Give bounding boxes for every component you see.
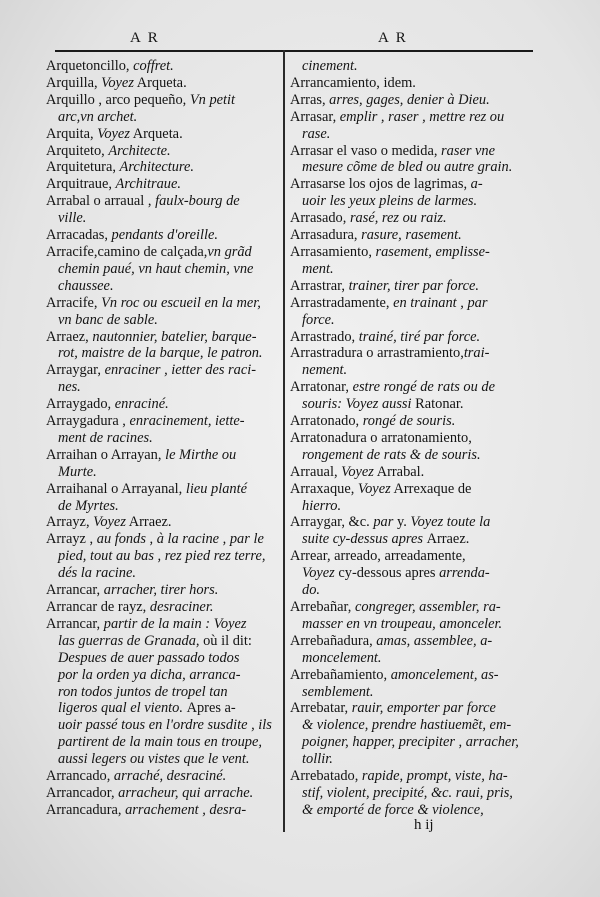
french-gloss: ron todos juntos de tropel tan [58, 683, 228, 700]
french-gloss: en trainant , par [393, 294, 488, 311]
spanish-headword: Arraihanal o Arrayanal, [46, 480, 186, 497]
entry-line [46, 278, 274, 295]
french-gloss: amas, assemblee, a- [376, 632, 493, 649]
entry-line [46, 464, 274, 481]
spanish-headword: cy-dessous apres [334, 565, 440, 582]
running-head-left: A R [130, 30, 160, 46]
spanish-headword: Arrebañadura, [290, 632, 377, 649]
entry-line [290, 143, 522, 160]
french-gloss: rasement, emplisse- [375, 243, 490, 260]
entry-line [46, 176, 274, 193]
signature-mark: h ij [414, 817, 434, 833]
entry-line [290, 261, 522, 278]
entry-line [290, 379, 522, 396]
spanish-headword: Arraygadura , [46, 413, 130, 430]
french-gloss: las guerras de Granada, [58, 632, 204, 649]
spanish-headword: Arraxaque, [290, 480, 358, 497]
spanish-headword: Arqueta. [133, 74, 187, 91]
french-gloss: nement. [302, 362, 348, 379]
french-gloss: suite cy-dessus apres [302, 531, 427, 548]
spanish-headword: Arracife,camino de calçada, [46, 243, 208, 260]
entry-line [290, 295, 522, 312]
spanish-headword: Arquitraue, [46, 176, 116, 193]
french-gloss: pendants d'oreille. [111, 227, 218, 244]
entry-line [290, 278, 522, 295]
spanish-headword: Arquita, [46, 125, 98, 142]
spanish-headword: Arraez. [426, 531, 470, 548]
spanish-headword: Arrastradamente, [290, 294, 394, 311]
spanish-headword: Arrasado, [290, 210, 350, 227]
french-gloss: nes. [58, 379, 81, 396]
entry-line [290, 75, 522, 92]
spanish-headword: Arrebatado, [290, 768, 362, 785]
entry-line [290, 244, 522, 261]
french-gloss: chemin paué, vn haut chemin, vne [58, 260, 254, 277]
french-gloss: mesure cõme de bled ou autre grain. [302, 159, 513, 176]
spanish-headword: Arrasamiento, [290, 243, 376, 260]
french-gloss: & violence, prendre hastiuemẽt, em- [302, 717, 512, 734]
entry-line [46, 193, 274, 210]
french-gloss: arraché, desraciné. [113, 768, 227, 785]
entry-line [290, 785, 522, 802]
entry-line [290, 430, 522, 447]
french-gloss: tollir. [302, 751, 333, 768]
entry-line [290, 667, 522, 684]
spanish-headword: Arrebañamiento, [290, 666, 391, 683]
entry-line [290, 58, 522, 75]
french-gloss: a- [470, 176, 483, 193]
spanish-headword: Arrasadura, [290, 227, 362, 244]
entry-line [46, 244, 274, 261]
spanish-headword: Arrasar, [290, 108, 340, 125]
french-gloss: pied, tout au bas , rez pied rez terre, [58, 548, 266, 565]
spanish-headword: Arrastrado, [290, 328, 359, 345]
entry-line [290, 633, 522, 650]
entry-line [290, 92, 522, 109]
entry-line [46, 650, 274, 667]
french-gloss: poigner, happer, precipiter , arracher, [302, 734, 519, 751]
spanish-headword: Arraez, [46, 328, 93, 345]
entry-line [46, 447, 274, 464]
french-gloss: stif, violent, precipité, &c. raui, pris, [302, 784, 513, 801]
french-gloss: estre rongé de rats ou de [352, 379, 495, 396]
french-gloss: Vn roc ou escueil en la mer, [101, 294, 261, 311]
entry-line [46, 717, 274, 734]
french-gloss: amoncelement, as- [390, 666, 499, 683]
entry-line [290, 734, 522, 751]
entry-line [46, 565, 274, 582]
french-gloss: arres, gages, denier à Dieu. [329, 91, 490, 108]
entry-line [46, 362, 274, 379]
spanish-headword: Apres a- [186, 700, 236, 717]
entry-line [46, 498, 274, 515]
spanish-headword: Arrabal. [373, 463, 425, 480]
french-gloss: Voyez [97, 125, 130, 142]
french-gloss: arracheur, qui arrache. [118, 784, 254, 801]
spanish-headword: Arrancamiento, idem. [290, 74, 416, 91]
header-rule [55, 50, 533, 52]
french-gloss: raser vne [441, 142, 495, 159]
french-gloss: rasure, rasement. [361, 227, 462, 244]
french-gloss: rauir, emporter par force [351, 700, 496, 717]
entry-line [46, 329, 274, 346]
entry-line [290, 109, 522, 126]
spanish-headword: Arrasar el vaso o medida, [290, 142, 442, 159]
entry-line [46, 126, 274, 143]
entry-line [46, 514, 274, 531]
entry-line [46, 700, 274, 717]
entry-line [46, 684, 274, 701]
entry-line [290, 684, 522, 701]
entry-line [46, 751, 274, 768]
entry-line [290, 362, 522, 379]
entry-line [46, 430, 274, 447]
spanish-headword: où il dit: [203, 632, 252, 649]
spanish-headword: Arquitetura, [46, 159, 120, 176]
spanish-headword: Arraual, [290, 463, 342, 480]
french-gloss: semblement. [302, 683, 374, 700]
french-gloss: do. [302, 582, 320, 599]
french-gloss: & emporté de force & violence, [302, 801, 484, 818]
french-gloss: faulx-bourg de [155, 193, 240, 210]
french-gloss: emplir , raser , mettre rez ou [339, 108, 505, 125]
spanish-headword: Arrastrar, [290, 277, 349, 294]
spanish-headword: Arrancar, [46, 615, 104, 632]
spanish-headword: Arrancar, [46, 582, 104, 599]
entry-line [46, 548, 274, 565]
french-gloss: Voyez [93, 514, 126, 531]
french-gloss: rase. [302, 125, 331, 142]
running-head-right: A R [378, 30, 408, 46]
french-gloss: moncelement. [302, 649, 382, 666]
french-gloss: dés la racine. [58, 565, 136, 582]
entry-line [46, 109, 274, 126]
french-gloss: desraciner. [149, 599, 214, 615]
spanish-headword: Arrebañar, [290, 599, 355, 615]
french-gloss: rapide, prompt, viste, ha- [361, 768, 508, 785]
french-gloss: Architecte. [108, 142, 171, 159]
entry-line [46, 379, 274, 396]
entry-line [46, 785, 274, 802]
entry-line [46, 345, 274, 362]
french-gloss: hierro. [302, 497, 342, 514]
spanish-headword: Arraygar, [46, 362, 105, 379]
spanish-headword: Ratonar. [415, 396, 464, 413]
entry-line [290, 312, 522, 329]
spanish-headword: Arratonado, [290, 413, 363, 430]
entry-line [290, 751, 522, 768]
spanish-headword: Arquilla, [46, 74, 102, 91]
entry-line [290, 768, 522, 785]
entry-line [290, 210, 522, 227]
entry-line [46, 75, 274, 92]
left-column [46, 58, 274, 819]
spanish-headword: Arrexaque de [390, 480, 472, 497]
spanish-headword: Arrayz, [46, 514, 94, 531]
entry-line [46, 210, 274, 227]
french-gloss: ment de racines. [58, 429, 153, 446]
french-gloss: uoir les yeux pleins de larmes. [302, 193, 478, 210]
entry-line [290, 531, 522, 548]
entry-line [46, 92, 274, 109]
entry-line [290, 193, 522, 210]
spanish-headword: Arrastradura o arrastramiento, [290, 345, 464, 362]
french-gloss: masser en vn troupeau, amonceler. [302, 615, 503, 632]
entry-line [46, 159, 274, 176]
french-gloss: vn grãd [207, 243, 252, 260]
french-gloss: vn banc de sable. [58, 311, 158, 328]
entry-line [290, 498, 522, 515]
spanish-headword: Arras, [290, 91, 330, 108]
french-gloss: chaussee. [58, 277, 114, 294]
french-gloss: uoir passé tous en l'ordre susdite , ils [58, 717, 272, 734]
spanish-headword: Arquiteto, [46, 142, 109, 159]
spanish-headword: Arracadas, [46, 227, 112, 244]
french-gloss: arracher, tirer hors. [103, 582, 219, 599]
entry-line [46, 768, 274, 785]
entry-line [290, 717, 522, 734]
french-gloss: rot, maistre de la barque, le patron. [58, 345, 263, 362]
spanish-headword: Arrancadura, [46, 801, 126, 818]
entry-line [290, 582, 522, 599]
entry-line [290, 802, 522, 819]
french-gloss: Architecture. [119, 159, 194, 176]
french-gloss: Voyez [357, 480, 391, 497]
french-gloss: cinement. [302, 58, 358, 74]
french-gloss: nautonnier, batelier, barque- [92, 328, 257, 345]
entry-line [46, 58, 274, 75]
column-divider [283, 50, 285, 832]
entry-line [46, 227, 274, 244]
french-gloss: Murte. [58, 463, 97, 480]
entry-line [290, 159, 522, 176]
entry-line [290, 329, 522, 346]
entry-line [290, 650, 522, 667]
spanish-headword: Arraygar, &c. [290, 514, 374, 531]
french-gloss: Despues de auer passado todos [58, 649, 240, 666]
entry-line [46, 802, 274, 819]
french-gloss: partir de la main : Voyez [103, 615, 247, 632]
spanish-headword: Arquetoncillo, [46, 58, 134, 74]
entry-line [46, 734, 274, 751]
entry-line [290, 565, 522, 582]
entry-line [46, 143, 274, 160]
french-gloss: arrachement , desra- [125, 801, 247, 818]
french-gloss: rongé de souris. [362, 413, 456, 430]
entry-line [290, 345, 522, 362]
french-gloss: Voyez [341, 463, 374, 480]
right-column [290, 58, 522, 819]
entry-line [46, 261, 274, 278]
entry-line [46, 667, 274, 684]
french-gloss: ment. [302, 260, 334, 277]
entry-line [290, 700, 522, 717]
entry-line [290, 548, 522, 565]
french-gloss: enraciné. [114, 396, 169, 413]
entry-line [290, 464, 522, 481]
spanish-headword: Arrear, arreado, arreadamente, [290, 548, 466, 565]
french-gloss: Voyez [302, 565, 335, 582]
entry-line [290, 413, 522, 430]
french-gloss: partirent de la main tous en troupe, [58, 734, 262, 751]
spanish-headword: Arrasarse los ojos de lagrimas, [290, 176, 471, 193]
spanish-headword: Arraygado, [46, 396, 115, 413]
french-gloss: trainer, tirer par force. [348, 277, 480, 294]
spanish-headword: Arratonadura o arratonamiento, [290, 429, 472, 446]
french-gloss: arrenda- [439, 565, 490, 582]
french-gloss: Vn petit [189, 91, 236, 108]
entry-line [290, 514, 522, 531]
french-gloss: au fonds , à la racine , par le [96, 531, 264, 548]
entry-line [290, 176, 522, 193]
spanish-headword: Arrancador, [46, 784, 119, 801]
spanish-headword: Arqueta. [129, 125, 183, 142]
french-gloss: ville. [58, 210, 87, 227]
spanish-headword: y. [393, 514, 411, 531]
french-gloss: por la orden ya dicha, arranca- [58, 666, 241, 683]
french-gloss: lieu planté [185, 480, 248, 497]
french-gloss: Voyez toute la [410, 514, 491, 531]
french-gloss: rasé, rez ou raiz. [349, 210, 447, 227]
entry-line [46, 633, 274, 650]
french-gloss: rongement de rats & de souris. [302, 446, 481, 463]
entry-line [46, 481, 274, 498]
french-gloss: trai- [463, 345, 490, 362]
entry-line [290, 481, 522, 498]
french-gloss: Architraue. [115, 176, 181, 193]
entry-line [290, 126, 522, 143]
spanish-headword: Arracife, [46, 294, 102, 311]
spanish-headword: Arrancado, [46, 768, 114, 785]
french-gloss: Voyez [101, 74, 134, 91]
entry-line [46, 295, 274, 312]
entry-line [46, 312, 274, 329]
entry-line [46, 616, 274, 633]
french-gloss: souris: Voyez aussi [302, 396, 416, 413]
french-gloss: enraciner , ietter des raci- [104, 362, 257, 379]
entry-line [290, 599, 522, 616]
french-gloss: le Mirthe ou [165, 446, 237, 463]
french-gloss: coffret. [133, 58, 174, 74]
french-gloss: trainé, tiré par force. [358, 328, 481, 345]
entry-line [46, 599, 274, 616]
french-gloss: de Myrtes. [58, 497, 119, 514]
entry-line [290, 396, 522, 413]
entry-line [290, 616, 522, 633]
spanish-headword: Arrabal o arraual , [46, 193, 156, 210]
french-gloss: par [373, 514, 394, 531]
french-gloss: aussi legers ou vistes que le vent. [58, 751, 250, 768]
french-gloss: ligeros qual el viento. [58, 700, 187, 717]
entry-line [290, 447, 522, 464]
entry-line [46, 413, 274, 430]
spanish-headword: Arrancar de rayz, [46, 599, 150, 615]
spanish-headword: Arquillo , arco pequeño, [46, 91, 190, 108]
entry-line [290, 227, 522, 244]
spanish-headword: Arrayz , [46, 531, 97, 548]
spanish-headword: Arraez. [125, 514, 172, 531]
spanish-headword: Arratonar, [290, 379, 353, 396]
spanish-headword: Arraihan o Arrayan, [46, 446, 166, 463]
french-gloss: congreger, assembler, ra- [354, 599, 501, 615]
entry-line [46, 582, 274, 599]
french-gloss: enracinement, iette- [129, 413, 245, 430]
entry-line [46, 531, 274, 548]
entry-line [46, 396, 274, 413]
spanish-headword: Arrebatar, [290, 700, 352, 717]
french-gloss: force. [302, 311, 335, 328]
french-gloss: arc,vn archet. [58, 108, 138, 125]
